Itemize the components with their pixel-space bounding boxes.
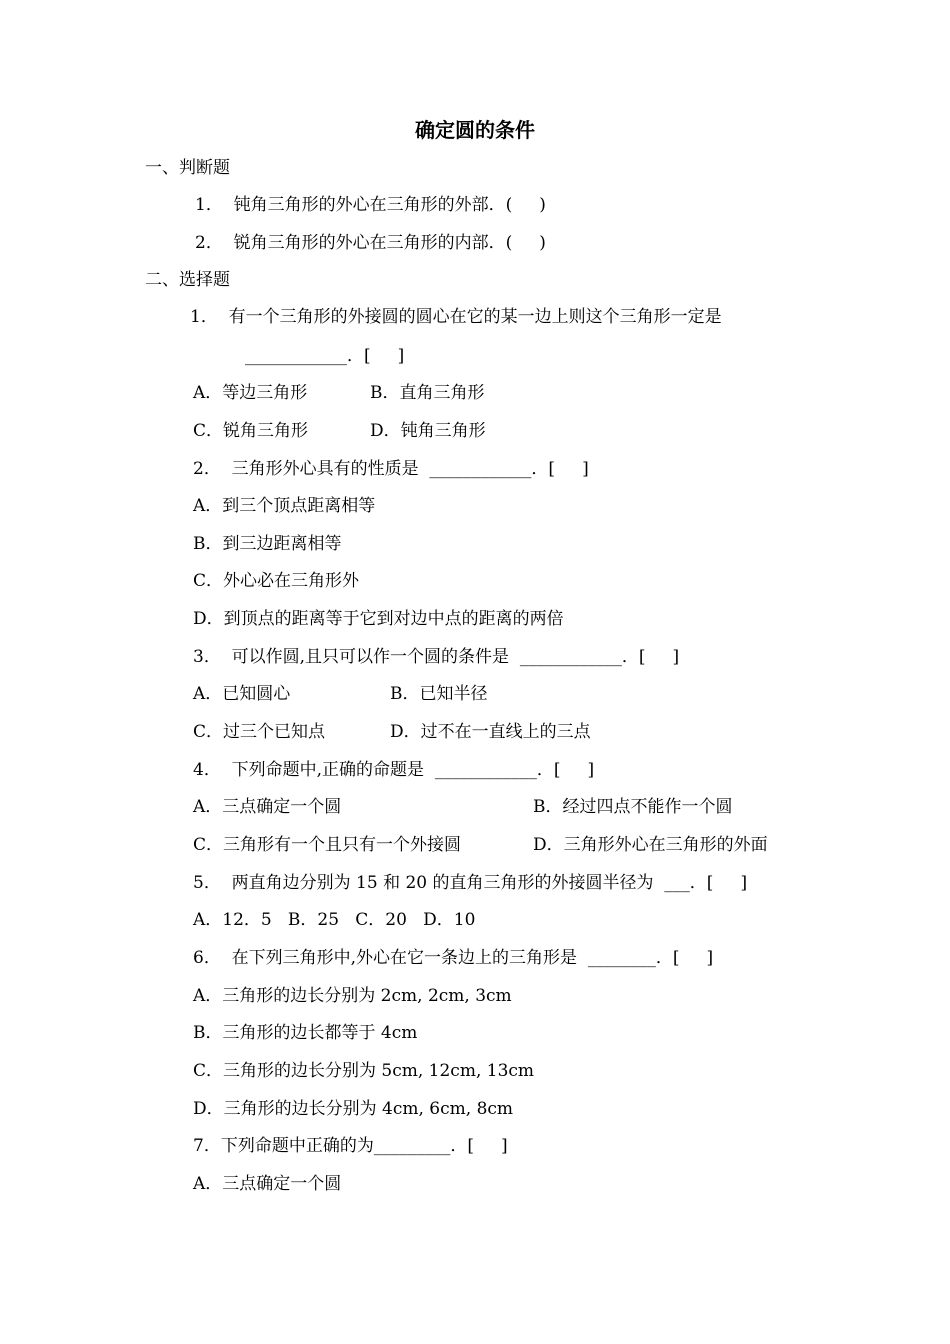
q6-option-c: C．三角形的边长分别为 5cm, 12cm, 13cm bbox=[193, 1061, 535, 1081]
q2-option-c: C．外心必在三角形外 bbox=[193, 571, 360, 591]
q6-stem: 6． 在下列三角形中,外心在它一条边上的三角形是 ________．[ ] bbox=[193, 948, 714, 968]
q6-option-d: D．三角形的边长分别为 4cm, 6cm, 8cm bbox=[193, 1099, 514, 1119]
q1-stem: 1． 有一个三角形的外接圆的圆心在它的某一边上则这个三角形一定是 bbox=[190, 307, 722, 327]
q7-stem: 7．下列命题中正确的为_________．[ ] bbox=[193, 1136, 508, 1156]
q2-option-b: B．到三边距离相等 bbox=[193, 534, 342, 554]
q7-option-a: A．三点确定一个圆 bbox=[193, 1174, 342, 1194]
q1-option-b: B．直角三角形 bbox=[370, 383, 485, 403]
choice-section-heading: 二、选择题 bbox=[145, 270, 230, 290]
q1-option-d: D．钝角三角形 bbox=[370, 421, 486, 441]
judge-section-heading: 一、判断题 bbox=[145, 158, 230, 178]
judge-item-2: 2． 锐角三角形的外心在三角形的内部．( ) bbox=[195, 233, 546, 253]
q6-option-b: B．三角形的边长都等于 4cm bbox=[193, 1023, 418, 1043]
q2-option-a: A．到三个顶点距离相等 bbox=[193, 496, 376, 516]
q5-options: A．12．5 B．25 C．20 D．10 bbox=[193, 910, 476, 930]
q2-option-d: D．到顶点的距离等于它到对边中点的距离的两倍 bbox=[193, 609, 564, 629]
q4-option-c: C．三角形有一个且只有一个外接圆 bbox=[193, 835, 462, 855]
q4-option-b: B．经过四点不能作一个圆 bbox=[533, 797, 733, 817]
q4-option-a: A．三点确定一个圆 bbox=[193, 797, 342, 817]
judge-item-1: 1． 钝角三角形的外心在三角形的外部．( ) bbox=[195, 195, 546, 215]
q3-option-a: A．已知圆心 bbox=[193, 684, 291, 704]
q6-option-a: A．三角形的边长分别为 2cm, 2cm, 3cm bbox=[193, 986, 512, 1006]
q2-stem: 2． 三角形外心具有的性质是 ____________．[ ] bbox=[193, 459, 589, 479]
q1-blank: ____________．[ ] bbox=[245, 346, 405, 366]
q3-option-d: D．过不在一直线上的三点 bbox=[390, 722, 591, 742]
q5-stem: 5． 两直角边分别为 15 和 20 的直角三角形的外接圆半径为 ___．[ ] bbox=[193, 873, 748, 893]
q4-stem: 4． 下列命题中,正确的命题是 ____________．[ ] bbox=[193, 760, 595, 780]
q1-option-c: C．锐角三角形 bbox=[193, 421, 309, 441]
q3-stem: 3． 可以作圆,且只可以作一个圆的条件是 ____________．[ ] bbox=[193, 647, 680, 667]
page-title: 确定圆的条件 bbox=[415, 118, 535, 142]
q3-option-c: C．过三个已知点 bbox=[193, 722, 326, 742]
q1-option-a: A．等边三角形 bbox=[193, 383, 308, 403]
q3-option-b: B．已知半径 bbox=[390, 684, 488, 704]
q4-option-d: D．三角形外心在三角形的外面 bbox=[533, 835, 768, 855]
